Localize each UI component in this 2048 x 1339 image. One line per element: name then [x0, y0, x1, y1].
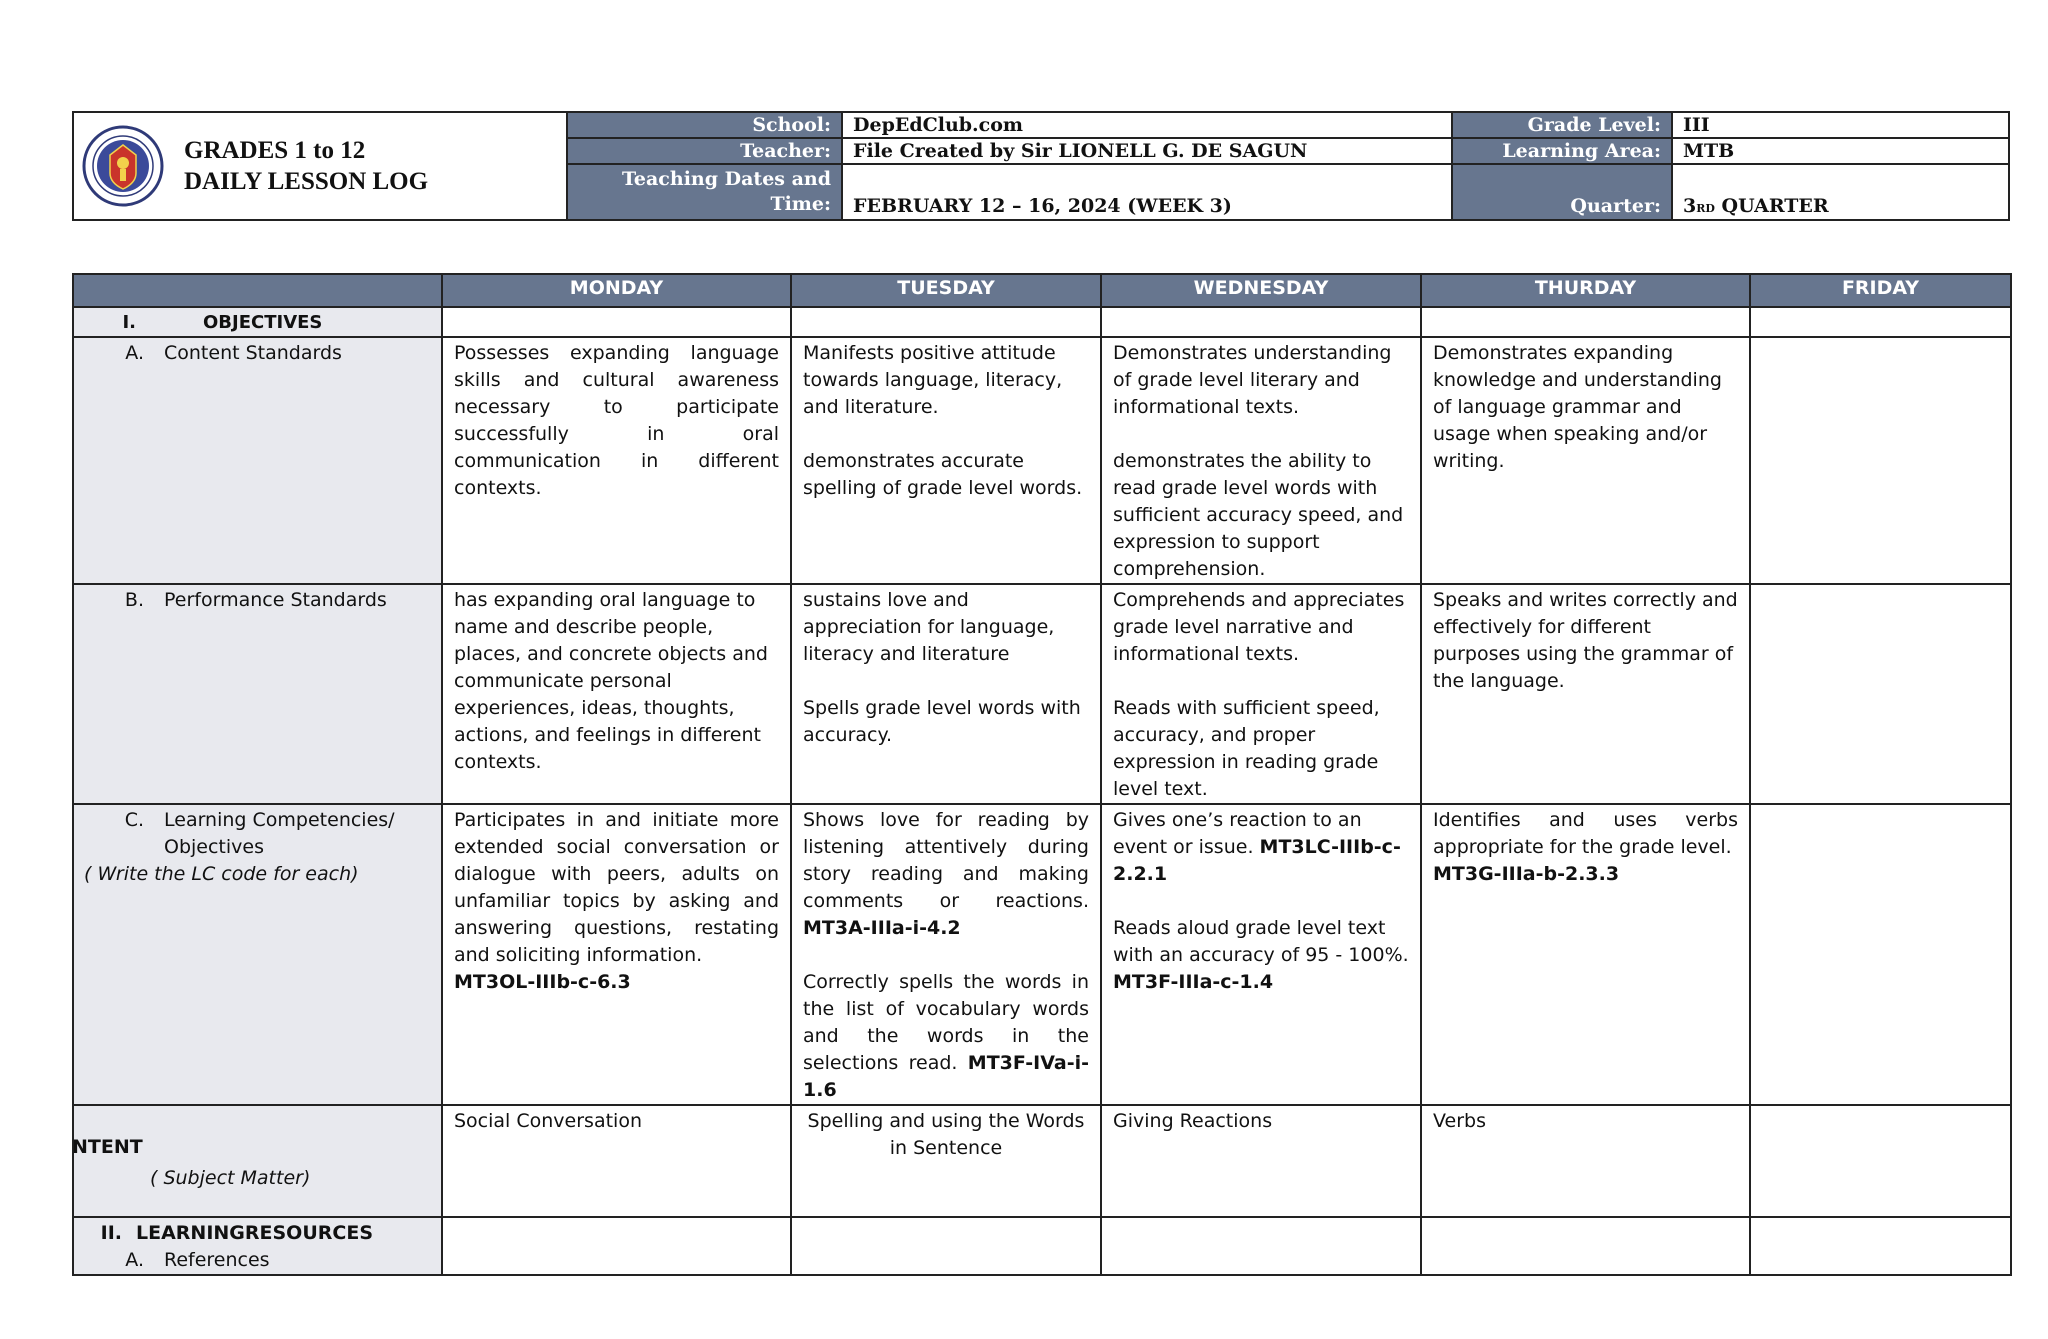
performance-standards-monday: has expanding oral language to name and describe people, places, and concrete objects and communicate personal experiences, ideas, thoughts, actions, and feelings in different contexts.: [442, 584, 791, 804]
lc-monday-code: MT3OL-IIIb-c-6.3: [454, 971, 631, 993]
performance-standards-tuesday: [791, 584, 1101, 804]
performance-standards-number: B.: [124, 589, 144, 611]
quarter-value: [1673, 165, 2008, 219]
performance-standards-row: [73, 584, 2011, 804]
learning-resources-row: [73, 1217, 2011, 1275]
lc-thursday-text: Identifies and uses verbs appropriate for the grade level.: [1433, 809, 1738, 858]
lc-thursday-code: MT3G-IIIa-b-2.3.3: [1433, 863, 1620, 885]
performance-standards-label: [73, 584, 442, 804]
lc-tuesday-2-code: MT3F-IVa-i-1.6: [803, 1052, 1089, 1101]
lesson-log-header: [72, 111, 2010, 221]
content-label-note: ( Subject Matter): [150, 1167, 311, 1189]
corner-header: [73, 274, 442, 307]
header-title: [184, 135, 428, 197]
deped-seal-icon: [82, 125, 164, 207]
learning-competencies-tuesday: [791, 804, 1101, 1105]
learning-resources-label: [73, 1217, 442, 1275]
objectives-tuesday: [791, 307, 1101, 337]
learning-resources-friday: [1750, 1217, 2011, 1275]
content-standards-row: [73, 337, 2011, 584]
learning-resources-monday: [442, 1217, 791, 1275]
learning-competencies-wednesday: [1101, 804, 1421, 1105]
performance-standards-thursday: Speaks and writes correctly and effectively for different purposes using the grammar of the language.: [1421, 584, 1750, 804]
content-standards-label: [73, 337, 442, 584]
school-label: School:: [568, 113, 843, 139]
content-monday: Social Conversation: [442, 1105, 791, 1217]
lc-tuesday-1-text: Shows love for reading by listening attentively during story reading and making comments or reactions.: [803, 809, 1089, 912]
performance-standards-tuesday-1: sustains love and appreciation for language, literacy and literature: [803, 589, 1055, 665]
objectives-monday: [442, 307, 791, 337]
day-header-tuesday: TUESDAY: [791, 274, 1101, 307]
objectives-thursday: [1421, 307, 1750, 337]
teaching-dates-label-line2: Time:: [770, 193, 831, 215]
content-standards-tuesday-2: demonstrates accurate spelling of grade level words.: [803, 450, 1083, 499]
content-standards-tuesday: [791, 337, 1101, 584]
content-wednesday: Giving Reactions: [1101, 1105, 1421, 1217]
objectives-wednesday: [1101, 307, 1421, 337]
content-standards-thursday: Demonstrates expanding knowledge and understanding of language grammar and usage when speaking and/or writing.: [1421, 337, 1750, 584]
objectives-friday: [1750, 307, 2011, 337]
quarter-ordinal-suffix: RD: [1696, 202, 1715, 215]
learning-competencies-label: [73, 804, 442, 1105]
teaching-dates-label: [568, 165, 843, 219]
quarter-label: Quarter:: [1453, 165, 1673, 219]
content-standards-number: A.: [125, 342, 144, 364]
learning-competencies-note: ( Write the LC code for each): [84, 863, 359, 885]
references-number: A.: [125, 1249, 144, 1271]
learning-competencies-row: [73, 804, 2011, 1105]
learning-resources-wednesday: [1101, 1217, 1421, 1275]
content-standards-tuesday-1: Manifests positive attitude towards language, literacy, and literature.: [803, 342, 1063, 418]
teacher-label: Teacher:: [568, 139, 843, 165]
grade-level-value: III: [1673, 113, 2008, 139]
content-label: [73, 1105, 442, 1217]
learning-competencies-text-2: Objectives: [164, 836, 264, 858]
learning-competencies-monday: [442, 804, 791, 1105]
day-header-row: [73, 274, 2011, 307]
teaching-dates-label-line1: Teaching Dates and: [621, 168, 831, 190]
content-standards-friday: [1750, 337, 2011, 584]
content-thursday: Verbs: [1421, 1105, 1750, 1217]
learning-area-value: MTB: [1673, 139, 2008, 165]
content-row: [73, 1105, 2011, 1217]
day-header-wednesday: WEDNESDAY: [1101, 274, 1421, 307]
content-standards-wednesday-1: Demonstrates understanding of grade level literary and informational texts.: [1113, 342, 1392, 418]
daily-lesson-table: [72, 273, 2012, 1276]
learning-competencies-thursday: [1421, 804, 1750, 1105]
quarter-ordinal: 3: [1683, 195, 1697, 217]
content-standards-wednesday: [1101, 337, 1421, 584]
grade-level-label: Grade Level:: [1453, 113, 1673, 139]
content-tuesday: Spelling and using the Words in Sentence: [791, 1105, 1101, 1217]
objectives-label: [73, 307, 442, 337]
performance-standards-text: Performance Standards: [164, 589, 387, 611]
lc-wednesday-2-text: Reads aloud grade level text with an accuracy of 95 - 100%.: [1113, 917, 1409, 966]
lc-wednesday-1-code: MT3LC-IIIb-c-2.2.1: [1113, 836, 1401, 885]
performance-standards-tuesday-2: Spells grade level words with accuracy.: [803, 697, 1081, 746]
objectives-text: OBJECTIVES: [203, 312, 323, 333]
learning-competencies-friday: [1750, 804, 2011, 1105]
learning-resources-text: LEARNINGRESOURCES: [136, 1222, 373, 1244]
day-header-friday: FRIDAY: [1750, 274, 2011, 307]
objectives-number: I.: [122, 312, 136, 333]
school-value: DepEdClub.com: [843, 113, 1453, 139]
learning-area-label: Learning Area:: [1453, 139, 1673, 165]
teacher-value: File Created by Sir LIONELL G. DE SAGUN: [843, 139, 1453, 165]
lc-tuesday-1-code: MT3A-IIIa-i-4.2: [803, 917, 961, 939]
lc-wednesday-2-code: MT3F-IIIa-c-1.4: [1113, 971, 1274, 993]
header-title-block: [74, 113, 568, 219]
lc-tuesday-2-text: Correctly spells the words in the list of vocabulary words and the words in the selections read.: [803, 971, 1089, 1074]
content-label-text: NTENT: [72, 1136, 143, 1158]
title-line-1: GRADES 1 to 12: [184, 137, 366, 164]
lc-wednesday-1-text: Gives one’s reaction to an event or issue.: [1113, 809, 1362, 858]
title-line-2: DAILY LESSON LOG: [184, 168, 429, 195]
objectives-row: [73, 307, 2011, 337]
content-standards-text: Content Standards: [164, 342, 342, 364]
performance-standards-wednesday-1: Comprehends and appreciates grade level narrative and informational texts.: [1113, 589, 1405, 665]
header-fields: [568, 113, 2008, 219]
learning-resources-thursday: [1421, 1217, 1750, 1275]
references-text: References: [164, 1249, 270, 1271]
content-friday: [1750, 1105, 2011, 1217]
quarter-word: QUARTER: [1714, 195, 1829, 217]
learning-competencies-number: C.: [124, 809, 144, 831]
performance-standards-wednesday-2: Reads with sufficient speed, accuracy, and proper expression in reading grade level text.: [1113, 697, 1380, 800]
learning-competencies-text-1: Learning Competencies/: [164, 809, 395, 831]
day-header-thursday: THURDAY: [1421, 274, 1750, 307]
performance-standards-friday: [1750, 584, 2011, 804]
lc-monday-text: Participates in and initiate more extended social conversation or dialogue with peers, adults on unfamiliar topics by asking and answering questions, restating and soliciting information.: [454, 809, 779, 966]
teaching-dates-value: FEBRUARY 12 – 16, 2024 (WEEK 3): [843, 165, 1453, 219]
content-standards-monday: Possesses expanding language skills and cultural awareness necessary to participate successfully in oral communication in different contexts.: [442, 337, 791, 584]
content-standards-wednesday-2: demonstrates the ability to read grade level words with sufficient accuracy speed, and expression to support comprehension.: [1113, 450, 1404, 580]
day-header-monday: MONDAY: [442, 274, 791, 307]
learning-resources-tuesday: [791, 1217, 1101, 1275]
learning-resources-number: II.: [100, 1222, 122, 1244]
performance-standards-wednesday: [1101, 584, 1421, 804]
